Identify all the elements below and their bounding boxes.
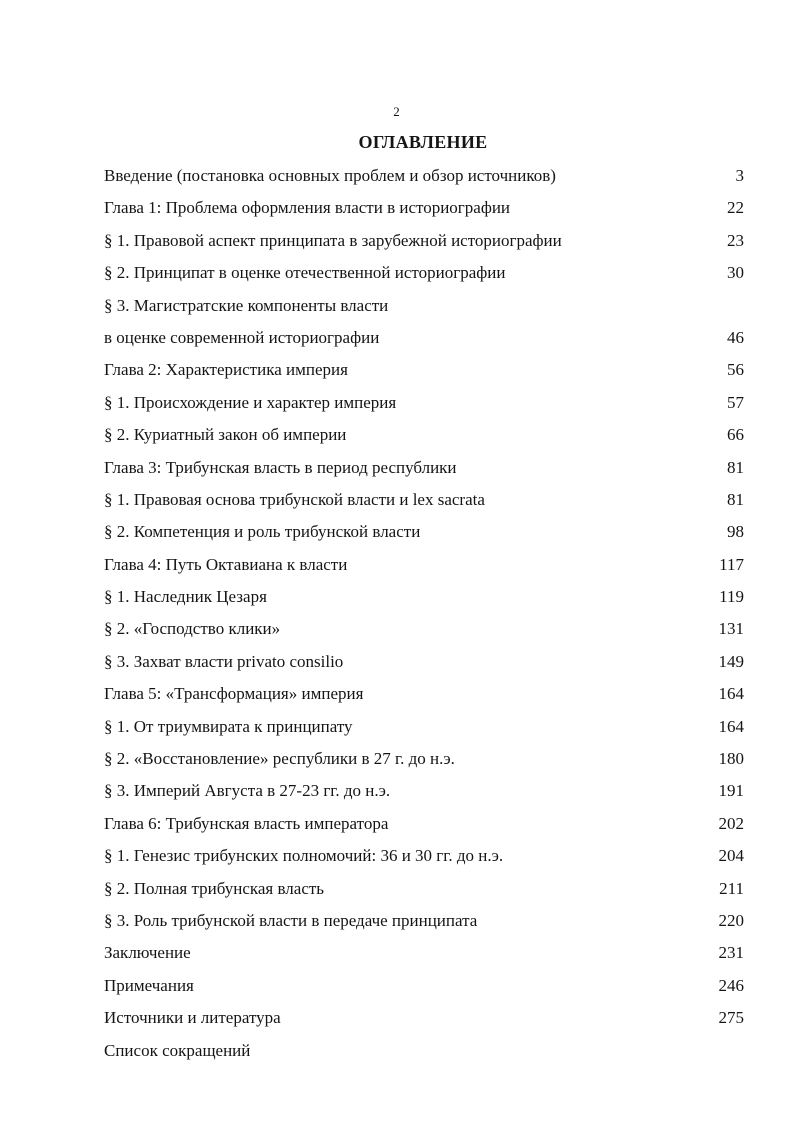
toc-entry-page: 119: [719, 587, 744, 607]
toc-entry-text: Глава 5: «Трансформация» империя: [104, 684, 364, 704]
toc-entry-text: Заключение: [104, 943, 191, 963]
toc-entry-page: 131: [718, 619, 744, 639]
toc-entry: [104, 322, 744, 354]
toc-entry-text: Источники и литература: [104, 1008, 281, 1028]
toc-entry-page: 164: [718, 716, 744, 736]
toc-entry-page: 23: [727, 230, 744, 250]
toc-entry-text: Глава 6: Трибунская власть императора: [104, 813, 389, 833]
toc-entry: [104, 1002, 744, 1034]
toc-entry-text: Примечания: [104, 975, 194, 995]
toc-entry: [104, 581, 744, 613]
toc-entry-text: § 2. «Восстановление» республики в 27 г. до н.э.: [104, 749, 455, 769]
toc-entry-page: 275: [718, 1008, 744, 1028]
toc-entry-text: § 2. Компетенция и роль трибунской власти: [104, 522, 421, 542]
toc-entry-text: § 2. Принципат в оценке отечественной историографии: [104, 263, 506, 283]
toc-entry-text: § 1. От триумвирата к принципату: [104, 716, 353, 736]
toc-entry-page: 30: [727, 263, 744, 283]
toc-entry-text: § 3. Захват власти privato consilio: [104, 651, 344, 671]
toc-entry-page: 149: [718, 651, 744, 671]
toc-entry-text: § 2. «Господство клики»: [104, 619, 281, 639]
toc-entry: [104, 646, 744, 678]
toc-entry: [104, 775, 744, 807]
toc-entry: [104, 257, 744, 289]
toc-entry-text: Глава 3: Трибунская власть в период республики: [104, 457, 457, 477]
toc-entry: [104, 354, 744, 386]
toc-entry-text: Введение (постановка основных проблем и обзор источников): [104, 166, 556, 185]
toc-entry-text: § 3. Роль трибунской власти в передаче принципата: [104, 910, 478, 930]
toc-entry-text: Список сокращений: [104, 1040, 251, 1060]
toc-entry: [104, 840, 744, 872]
toc-entry: [104, 419, 744, 451]
toc-list: [104, 160, 744, 1067]
page-number: 2: [393, 104, 400, 119]
toc-entry-text: § 1. Правовой аспект принципата в зарубежной историографии: [104, 230, 562, 250]
toc-entry: [104, 678, 744, 710]
toc-entry-text: Глава 4: Путь Октавиана к власти: [104, 554, 348, 574]
toc-entry: [104, 549, 744, 581]
toc-entry-text: § 3. Магистратские компоненты власти: [104, 295, 389, 315]
toc-entry-page: 81: [727, 489, 744, 509]
toc-entry-page: 180: [718, 749, 744, 769]
toc-title: ОГЛАВЛЕНИЕ: [358, 132, 488, 152]
toc-entry: [104, 873, 744, 905]
toc-entry: [104, 160, 744, 192]
toc-entry-page: 3: [735, 166, 744, 185]
toc-entry-page: 204: [718, 846, 744, 866]
toc-entry-page: 57: [727, 392, 744, 412]
toc-entry: [104, 1035, 744, 1067]
toc-entry-text: Глава 1: Проблема оформления власти в историографии: [104, 198, 511, 218]
toc-entry-text: § 1. Происхождение и характер империя: [104, 392, 397, 412]
toc-entry-page: 46: [727, 327, 744, 347]
toc-entry-text: § 2. Куриатный закон об империи: [104, 425, 347, 445]
toc-entry-page: 164: [718, 684, 744, 704]
toc-entry-page: 117: [719, 554, 744, 574]
toc-entry: [104, 905, 744, 937]
toc-entry-text: § 3. Империй Августа в 27-23 гг. до н.э.: [104, 781, 391, 801]
toc-entry-page: 231: [718, 943, 744, 963]
toc-entry-text: § 2. Полная трибунская власть: [104, 878, 325, 898]
toc-entry-page: 220: [718, 910, 744, 930]
toc-entry-page: 191: [718, 781, 744, 801]
toc-entry: [104, 452, 744, 484]
toc-entry: [104, 970, 744, 1002]
toc-entry: [104, 192, 744, 224]
toc-entry: [104, 613, 744, 645]
toc-entry-page: 211: [719, 878, 744, 898]
toc-entry: [104, 387, 744, 419]
toc-entry: [104, 711, 744, 743]
toc-entry-text: § 1. Правовая основа трибунской власти и lex sacrata: [104, 489, 485, 509]
toc-entry-text: § 1. Наследник Цезаря: [104, 587, 267, 607]
toc-entry-page: 81: [727, 457, 744, 477]
toc-entry: [104, 225, 744, 257]
toc-entry-page: 66: [727, 425, 744, 445]
toc-entry-page: 56: [727, 360, 744, 380]
toc-entry: [104, 743, 744, 775]
toc-entry: [104, 808, 744, 840]
toc-entry-page: 22: [727, 198, 744, 218]
toc-entry: [104, 516, 744, 548]
toc-entry-page: 246: [718, 975, 744, 995]
toc-entry-text: § 1. Генезис трибунских полномочий: 36 и 30 гг. до н.э.: [104, 846, 504, 866]
toc-entry-text: Глава 2: Характеристика империя: [104, 360, 348, 380]
toc-entry-page: 98: [727, 522, 744, 542]
toc-entry: [104, 290, 744, 322]
toc-entry: [104, 484, 744, 516]
toc-entry: [104, 937, 744, 969]
toc-entry-text: в оценке современной историографии: [104, 327, 380, 347]
toc-entry-page: 202: [718, 813, 744, 833]
